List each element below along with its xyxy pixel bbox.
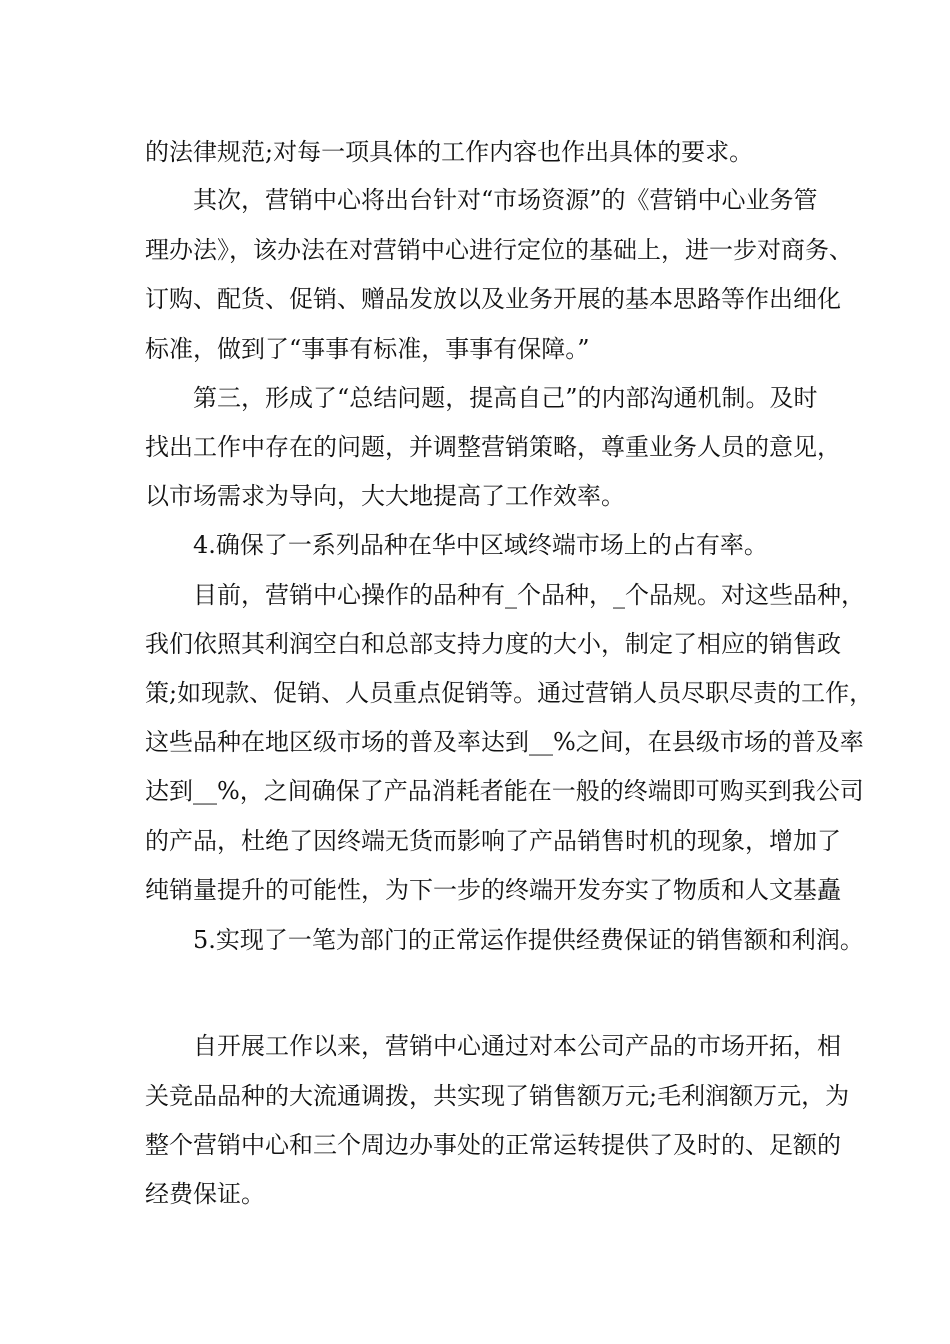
- text-line: 5.实现了一笔为部门的正常运作提供经费保证的销售额和利润。: [193, 926, 864, 954]
- text-line: 策;如现款、促销、人员重点促销等。通过营销人员尽职尽责的工作，: [145, 679, 874, 707]
- text-line: 订购、配货、促销、赠品发放以及业务开展的基本思路等作出细化: [145, 285, 841, 313]
- text-line: 达到__%，之间确保了产品消耗者能在一般的终端即可购买到我公司: [145, 777, 864, 805]
- text-line: 目前，营销中心操作的品种有_个品种，_个品规。对这些品种，: [193, 581, 865, 609]
- text-line: 以市场需求为导向，大大地提高了工作效率。: [145, 482, 625, 510]
- text-line: 找出工作中存在的问题，并调整营销策略，尊重业务人员的意见，: [145, 433, 841, 461]
- text-line: 第三，形成了“总结问题，提高自己”的内部沟通机制。及时: [193, 384, 818, 412]
- text-line: 4.确保了一系列品种在华中区域终端市场上的占有率。: [193, 531, 768, 559]
- text-line: 的产品，杜绝了因终端无货而影响了产品销售时机的现象，增加了: [145, 827, 841, 855]
- text-line: 理办法》，该办法在对营销中心进行定位的基础上，进一步对商务、: [145, 236, 853, 264]
- text-line: 的法律规范;对每一项具体的工作内容也作出具体的要求。: [145, 138, 754, 166]
- text-line: 整个营销中心和三个周边办事处的正常运转提供了及时的、足额的: [145, 1131, 841, 1159]
- text-line: 这些品种在地区级市场的普及率达到__%之间，在县级市场的普及率: [145, 728, 864, 756]
- text-line: 关竞品品种的大流通调拨，共实现了销售额万元;毛利润额万元，为: [145, 1082, 850, 1110]
- text-line: 其次，营销中心将出台针对“市场资源”的《营销中心业务管: [193, 186, 818, 214]
- text-line: 纯销量提升的可能性，为下一步的终端开发夯实了物质和人文基矗: [145, 876, 841, 904]
- text-line: 标准，做到了“事事有标准，事事有保障。”: [145, 335, 590, 363]
- text-line: 我们依照其利润空白和总部支持力度的大小，制定了相应的销售政: [145, 630, 841, 658]
- text-line: 经费保证。: [145, 1180, 265, 1208]
- text-line: 自开展工作以来，营销中心通过对本公司产品的市场开拓，相: [193, 1032, 841, 1060]
